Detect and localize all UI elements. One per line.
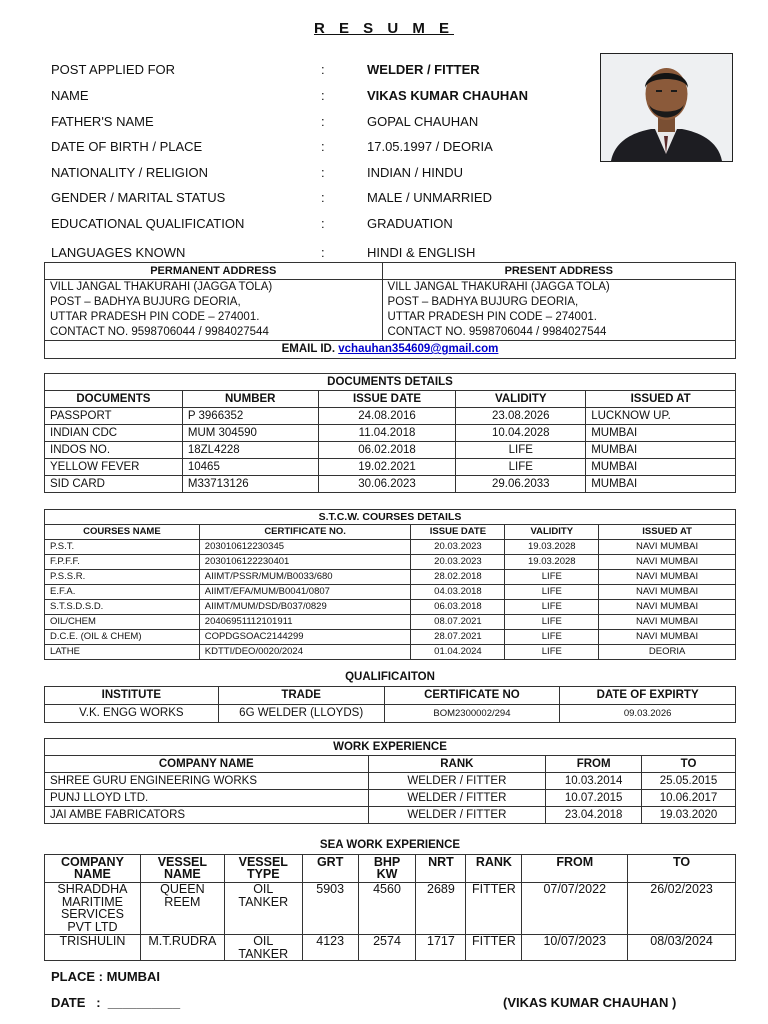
validity: LIFE [505, 615, 599, 630]
profile-photo [600, 53, 733, 162]
rank: FITTER [466, 935, 522, 961]
issue-date: 04.03.2018 [411, 585, 505, 600]
course-name: E.F.A. [45, 585, 200, 600]
issue-date: 06.02.2018 [318, 442, 456, 459]
column-header: COMPANY NAME [45, 756, 369, 773]
issued-at: MUMBAI [586, 476, 736, 493]
resume-title: R E S U M E [313, 20, 454, 37]
issue-date: 28.07.2021 [411, 630, 505, 645]
email-row [45, 341, 736, 359]
column-header: TRADE [218, 687, 384, 705]
column-header: TO [628, 855, 736, 883]
stcw-title: S.T.C.W. COURSES DETAILS [45, 510, 736, 525]
course-name: LATHE [45, 645, 200, 660]
info-value: VIKAS KUMAR CHAUHAN [367, 88, 529, 103]
work-experience-title: WORK EXPERIENCE [45, 739, 736, 756]
course-name: P.S.T. [45, 540, 200, 555]
qualification-table [44, 686, 736, 723]
place-line: PLACE : MUMBAI [51, 969, 161, 984]
document-number: MUM 304590 [182, 425, 318, 442]
column-header: BHP KW [358, 855, 416, 883]
document-number: P 3966352 [182, 408, 318, 425]
document-name: INDIAN CDC [45, 425, 183, 442]
certificate-no: COPDGSOAC2144299 [199, 630, 411, 645]
certificate-no: AIIMT/MUM/DSD/B037/0829 [199, 600, 411, 615]
nrt: 1717 [416, 935, 466, 961]
permanent-address-line: VILL JANGAL THAKURAHI (JAGGA TOLA) [45, 280, 383, 296]
info-value: GRADUATION [367, 216, 453, 231]
table-row [45, 705, 736, 723]
certificate-no: KDTTI/DEO/0020/2024 [199, 645, 411, 660]
certificate-no: AIIMT/PSSR/MUM/B0033/680 [199, 570, 411, 585]
from-date: 10/07/2023 [522, 935, 628, 961]
validity: 10.04.2028 [456, 425, 586, 442]
column-header: DOCUMENTS [45, 391, 183, 408]
validity: LIFE [456, 459, 586, 476]
issued-at: NAVI MUMBAI [599, 600, 736, 615]
from-date: 07/07/2022 [522, 883, 628, 935]
column-header: DATE OF EXPIRTY [560, 687, 736, 705]
column-header: CERTIFICATE NO. [199, 525, 411, 540]
issue-date: 28.02.2018 [411, 570, 505, 585]
bhp-kw: 2574 [358, 935, 416, 961]
document-name: INDOS NO. [45, 442, 183, 459]
issue-date: 11.04.2018 [318, 425, 456, 442]
present-address-line: UTTAR PRADESH PIN CODE – 274001. [382, 310, 735, 325]
table-row [45, 807, 736, 824]
course-name: F.P.F.F. [45, 555, 200, 570]
issued-at: MUMBAI [586, 459, 736, 476]
column-header: GRT [302, 855, 358, 883]
info-value: 17.05.1997 / DEORIA [367, 139, 493, 154]
rank: WELDER / FITTER [368, 790, 546, 807]
certificate-no: AIIMT/EFA/MUM/B0041/0807 [199, 585, 411, 600]
info-value: HINDI & ENGLISH [367, 245, 476, 260]
info-colon: : [321, 114, 325, 129]
certificate-no: BOM2300002/294 [384, 705, 560, 723]
table-row [45, 459, 736, 476]
bhp-kw: 4560 [358, 883, 416, 935]
table-row [45, 476, 736, 493]
table-row [45, 790, 736, 807]
issue-date: 30.06.2023 [318, 476, 456, 493]
issue-date: 06.03.2018 [411, 600, 505, 615]
validity: LIFE [456, 442, 586, 459]
issued-at: NAVI MUMBAI [599, 585, 736, 600]
table-row [45, 555, 736, 570]
document-number: M33713126 [182, 476, 318, 493]
from-date: 23.04.2018 [546, 807, 642, 824]
info-value: MALE / UNMARRIED [367, 190, 492, 205]
course-name: S.T.S.D.S.D. [45, 600, 200, 615]
info-colon: : [321, 165, 325, 180]
table-row [45, 540, 736, 555]
info-colon: : [321, 139, 325, 154]
permanent-address-line: POST – BADHYA BUJURG DEORIA, [45, 295, 383, 310]
issued-at: MUMBAI [586, 442, 736, 459]
to-date: 26/02/2023 [628, 883, 736, 935]
documents-table [44, 373, 736, 493]
address-table [44, 262, 736, 359]
issue-date: 01.04.2024 [411, 645, 505, 660]
present-contact: CONTACT NO. 9598706044 / 9984027544 [382, 325, 735, 341]
info-label: FATHER'S NAME [51, 114, 154, 129]
validity: LIFE [505, 585, 599, 600]
from-date: 10.03.2014 [546, 773, 642, 790]
validity: 19.03.2028 [505, 555, 599, 570]
rank: WELDER / FITTER [368, 807, 546, 824]
info-label: LANGUAGES KNOWN [51, 245, 186, 260]
issued-at: LUCKNOW UP. [586, 408, 736, 425]
nrt: 2689 [416, 883, 466, 935]
issued-at: NAVI MUMBAI [599, 570, 736, 585]
company-name: SHREE GURU ENGINEERING WORKS [45, 773, 369, 790]
info-value: INDIAN / HINDU [367, 165, 464, 180]
stcw-courses-table [44, 509, 736, 660]
vessel-type: OIL TANKER [224, 935, 302, 961]
present-address-line: VILL JANGAL THAKURAHI (JAGGA TOLA) [382, 280, 735, 296]
to-date: 25.05.2015 [642, 773, 736, 790]
document-number: 18ZL4228 [182, 442, 318, 459]
company-name: JAI AMBE FABRICATORS [45, 807, 369, 824]
grt: 4123 [302, 935, 358, 961]
to-date: 10.06.2017 [642, 790, 736, 807]
email-label: EMAIL ID. [281, 343, 336, 355]
info-label: GENDER / MARITAL STATUS [51, 190, 226, 205]
table-row [45, 935, 736, 961]
validity: 29.06.2033 [456, 476, 586, 493]
document-name: YELLOW FEVER [45, 459, 183, 476]
company-name: SHRADDHA MARITIME SERVICES PVT LTD [45, 883, 141, 935]
certificate-no: 2030106122230401 [199, 555, 411, 570]
issue-date: 24.08.2016 [318, 408, 456, 425]
email-link[interactable]: vchauhan354609@gmail.com [338, 343, 499, 355]
table-row [45, 570, 736, 585]
table-row [45, 773, 736, 790]
company-name: TRISHULIN [45, 935, 141, 961]
validity: LIFE [505, 630, 599, 645]
table-row [45, 883, 736, 935]
issue-date: 19.02.2021 [318, 459, 456, 476]
column-header: TO [642, 756, 736, 773]
info-label: NAME [51, 88, 89, 103]
column-header: FROM [522, 855, 628, 883]
column-header: COURSES NAME [45, 525, 200, 540]
info-label: NATIONALITY / RELIGION [51, 165, 208, 180]
table-row [45, 425, 736, 442]
info-colon: : [321, 216, 325, 231]
document-number: 10465 [182, 459, 318, 476]
column-header: RANK [466, 855, 522, 883]
validity: 23.08.2026 [456, 408, 586, 425]
table-row [45, 645, 736, 660]
sea-experience-table [44, 854, 736, 961]
issued-at: MUMBAI [586, 425, 736, 442]
column-header: RANK [368, 756, 546, 773]
trade: 6G WELDER (LLOYDS) [218, 705, 384, 723]
validity: LIFE [505, 645, 599, 660]
column-header: VALIDITY [456, 391, 586, 408]
info-colon: : [321, 190, 325, 205]
column-header: ISSUED AT [599, 525, 736, 540]
vessel-name: M.T.RUDRA [140, 935, 224, 961]
validity: LIFE [505, 600, 599, 615]
vessel-name: QUEEN REEM [140, 883, 224, 935]
column-header: COMPANY NAME [45, 855, 141, 883]
column-header: ISSUE DATE [318, 391, 456, 408]
column-header: VESSEL NAME [140, 855, 224, 883]
permanent-address-header: PERMANENT ADDRESS [45, 263, 383, 280]
work-experience-table [44, 738, 736, 824]
vessel-type: OIL TANKER [224, 883, 302, 935]
validity: LIFE [505, 570, 599, 585]
table-row [45, 442, 736, 459]
table-row [45, 600, 736, 615]
column-header: CERTIFICATE NO [384, 687, 560, 705]
column-header: NUMBER [182, 391, 318, 408]
rank: FITTER [466, 883, 522, 935]
to-date: 19.03.2020 [642, 807, 736, 824]
info-value: WELDER / FITTER [367, 62, 480, 77]
documents-title: DOCUMENTS DETAILS [45, 374, 736, 391]
issue-date: 08.07.2021 [411, 615, 505, 630]
issue-date: 20.03.2023 [411, 555, 505, 570]
issued-at: NAVI MUMBAI [599, 630, 736, 645]
info-label: POST APPLIED FOR [51, 62, 176, 77]
issued-at: NAVI MUMBAI [599, 615, 736, 630]
to-date: 08/03/2024 [628, 935, 736, 961]
column-header: FROM [546, 756, 642, 773]
info-colon: : [321, 88, 325, 103]
present-address-header: PRESENT ADDRESS [382, 263, 735, 280]
table-row [45, 630, 736, 645]
table-row [45, 615, 736, 630]
signature-name: (VIKAS KUMAR CHAUHAN ) [503, 995, 677, 1010]
expiry-date: 09.03.2026 [560, 705, 736, 723]
course-name: D.C.E. (OIL & CHEM) [45, 630, 200, 645]
course-name: P.S.S.R. [45, 570, 200, 585]
column-header: ISSUE DATE [411, 525, 505, 540]
issued-at: NAVI MUMBAI [599, 540, 736, 555]
info-label: EDUCATIONAL QUALIFICATION [51, 216, 245, 231]
info-colon: : [321, 62, 325, 77]
permanent-address-line: UTTAR PRADESH PIN CODE – 274001. [45, 310, 383, 325]
info-colon: : [321, 245, 325, 260]
permanent-contact: CONTACT NO. 9598706044 / 9984027544 [45, 325, 383, 341]
course-name: OIL/CHEM [45, 615, 200, 630]
table-row [45, 408, 736, 425]
column-header: ISSUED AT [586, 391, 736, 408]
validity: 19.03.2028 [505, 540, 599, 555]
column-header: NRT [416, 855, 466, 883]
column-header: VALIDITY [505, 525, 599, 540]
company-name: PUNJ LLOYD LTD. [45, 790, 369, 807]
column-header: VESSEL TYPE [224, 855, 302, 883]
present-address-line: POST – BADHYA BUJURG DEORIA, [382, 295, 735, 310]
issue-date: 20.03.2023 [411, 540, 505, 555]
date-line: DATE : __________ [51, 995, 181, 1010]
certificate-no: 203010612230345 [199, 540, 411, 555]
from-date: 10.07.2015 [546, 790, 642, 807]
column-header: INSTITUTE [45, 687, 219, 705]
table-row [45, 585, 736, 600]
sea-experience-title: SEA WORK EXPERIENCE [319, 839, 461, 851]
issued-at: DEORIA [599, 645, 736, 660]
institute: V.K. ENGG WORKS [45, 705, 219, 723]
info-value: GOPAL CHAUHAN [367, 114, 479, 129]
issued-at: NAVI MUMBAI [599, 555, 736, 570]
info-label: DATE OF BIRTH / PLACE [51, 139, 203, 154]
rank: WELDER / FITTER [368, 773, 546, 790]
document-name: PASSPORT [45, 408, 183, 425]
qualification-title: QUALIFICAITON [345, 671, 435, 683]
person-photo-icon [601, 54, 732, 161]
document-name: SID CARD [45, 476, 183, 493]
grt: 5903 [302, 883, 358, 935]
certificate-no: 20406951112101911 [199, 615, 411, 630]
